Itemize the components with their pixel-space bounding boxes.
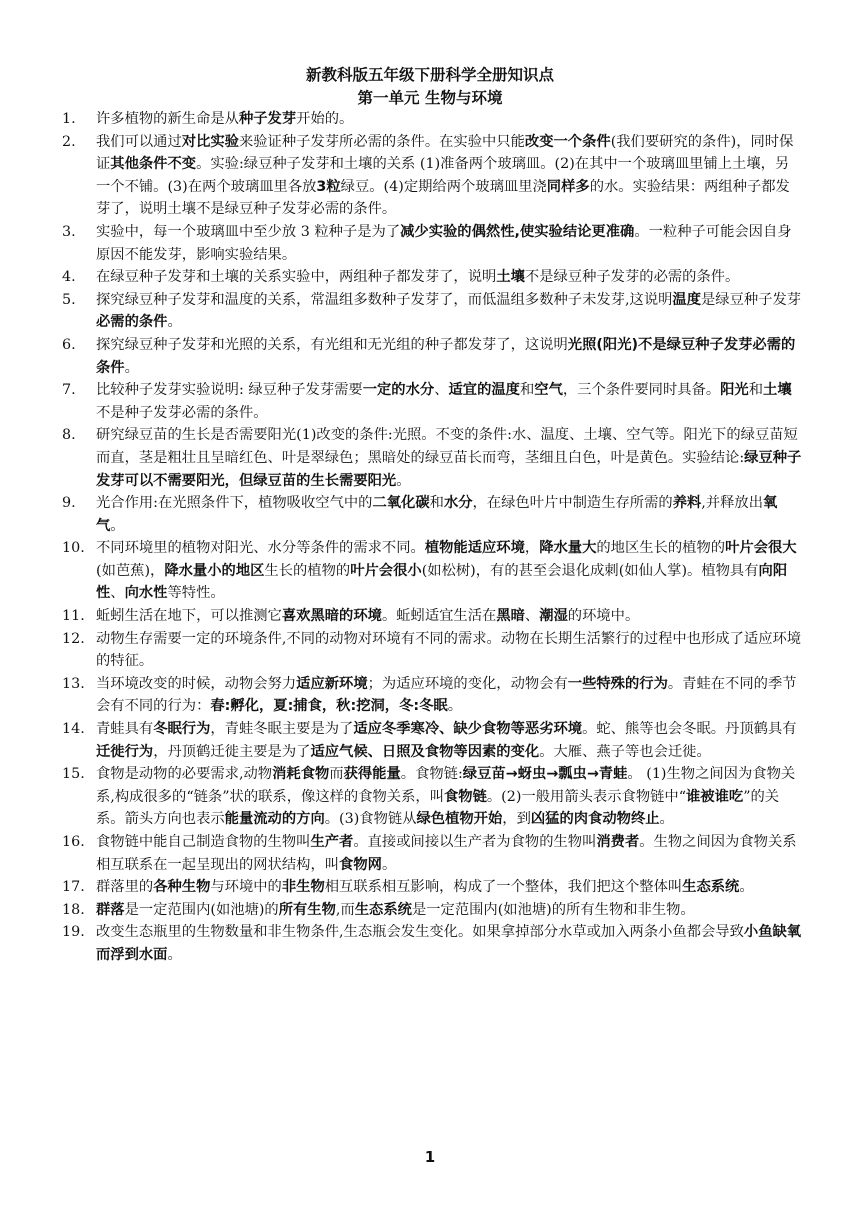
item-text: 探究绿豆种子发芽和光照的关系，有光组和无光组的种子都发芽了，这说明 [96,336,568,353]
emphasis-text: 冬眠行为 [153,721,211,738]
emphasis-text: 喜欢黑暗的环境 [281,608,382,625]
emphasis-text: 潮湿 [539,608,568,625]
item-text: 。 [381,856,397,873]
item-text: (如芭蕉)， [96,562,165,579]
list-item [62,831,802,876]
item-text: 。 [739,879,754,896]
emphasis-text: 同样多 [546,178,590,195]
emphasis-text: 空气 [534,382,563,399]
item-text: 。 (1)生物之间因为食物关系,构成很多的“链条”状的联系，像这样的食物关系，叫 [96,766,796,805]
item-text: 和 [748,382,764,399]
emphasis-text: 降水量大 [539,540,597,557]
emphasis-text: 土壤 [496,269,525,286]
item-text: ，到 [502,811,531,828]
item-number: 1. [62,111,76,127]
item-text: 光合作用:在光照条件下，植物吸收空气中的 [96,495,373,512]
item-text: 群落里的 [96,879,154,896]
item-text: 。蛇、熊等也会冬眠。丹顶鹤具有 [582,721,797,738]
item-text: 是一定范围内(如池塘)的所有生物和非生物。 [411,901,695,918]
emphasis-text: 必需的条件 [96,314,168,331]
item-number: 15. [62,766,85,783]
item-text: 。 [167,946,182,963]
item-number: 4. [62,269,76,286]
item-text: 生长的植物的 [264,562,351,579]
emphasis-text: 凶猛的肉食动物终止 [530,811,660,828]
item-text: 。蚯蚓适宜生活在 [381,608,497,625]
item-number: 17. [62,879,85,896]
item-text: 动物生存需要一定的环境条件,不同的动物对环境有不同的需求。动物在长期生活繁行的过程中也形成了适应环境的特征。 [96,630,802,670]
item-number: 6. [62,336,76,353]
item-text: 和 [519,382,535,399]
item-number: 5. [62,291,76,308]
item-text: 。(3)食物链从 [324,811,417,828]
item-text: 和 [429,495,444,512]
item-text: 当环境改变的时候，动物会努力 [96,675,297,692]
list-item [62,537,802,605]
item-text: 开始的。 [296,111,354,127]
item-number: 7. [62,382,76,399]
emphasis-text: 消费者 [596,834,640,850]
item-text: 而 [329,766,344,783]
item-text: 。生物之间因为食物关系相互联系在一起呈现出的网状结构，叫 [96,834,797,873]
emphasis-text: 3粒 [316,178,341,195]
emphasis-text: 一定的水分 [362,382,435,399]
item-text: 。直接或间接以生产者为食物的生物叫 [353,834,597,850]
list-item [62,266,802,289]
item-number: 3. [62,223,76,240]
emphasis-text: 向水性 [124,585,168,602]
emphasis-text: 养料 [672,495,702,512]
item-text: ,而 [335,901,355,918]
emphasis-text: 绿豆苗→蚜虫→瓢虫→青蛙 [462,766,628,783]
emphasis-text: 土壤 [763,382,792,399]
item-text: 。 [659,811,674,828]
item-text: ，青蛙冬眠主要是为了 [210,721,354,738]
item-number: 8. [62,427,76,444]
item-text: 。大雁、燕子等也会迁徙。 [539,743,711,760]
page-number: 1 [424,1148,436,1166]
item-text: 。一粒种子可能会因自身原因不能发芽，影响实验结果。 [96,223,792,263]
item-text: 在绿豆种子发芽和土壤的关系实验中，两组种子都发芽了，说明 [96,269,497,286]
item-text: ， [524,540,540,557]
item-text: 不是绿豆种子发芽的必需的条件。 [524,269,740,286]
item-text: 、 [524,608,540,625]
emphasis-text: 生态系统 [354,901,412,918]
item-text: 。实验:绿豆种子发芽和土壤的关系 (1)准备两个玻璃皿。(2)在其中一个玻璃皿里铺上土壤，另一个不铺。(3)在两个玻璃皿里各放 [96,156,790,195]
unit-title: 第一单元 生物与环境 [357,89,503,107]
list-item [62,334,802,379]
list-item [62,108,802,131]
emphasis-text: 非生物 [281,879,325,896]
emphasis-text: 消耗食物 [272,766,330,783]
item-number: 12. [62,630,85,647]
item-text: (我们要研究的条件)，同时保证 [96,133,794,173]
item-text: 绿豆。(4)定期给两个玻璃皿里浇 [340,178,547,195]
emphasis-text: 适宜的温度 [448,382,520,399]
item-text: 来验证种子发芽所必需的条件。在实验中只能 [238,133,525,150]
item-text: 不是种子发芽必需的条件。 [96,404,268,421]
list-item [62,899,802,922]
emphasis-text: 食物链 [444,788,487,805]
emphasis-text: 植物能适应环境 [424,540,525,557]
item-text: 研究绿豆苗的生长是否需要阳光(1)改变的条件:光照。不变的条件:水、温度、土壤、空气等。阳光下的绿豆苗短而直，茎是粗壮且呈暗红色、叶是翠绿色；黑暗处的绿豆苗长而弯，茎细且白色，叶是黄色。实验结论: [96,427,798,466]
item-text: 的环境中。 [567,608,640,625]
emphasis-text: 生产者 [310,834,354,850]
list-item [62,221,802,266]
item-text: ，在绿色叶片中制造生存所需的 [472,495,673,512]
item-number: 18. [62,901,85,918]
item-text: 。(2)一般用箭头表示食物链中“ [486,788,687,805]
emphasis-text: 能量流动的方向 [224,811,325,828]
item-text: 。 [110,517,125,534]
item-number: 14. [62,721,85,738]
item-text: 不同环境里的植物对阳光、水分等条件的需求不同。 [96,540,425,557]
item-text: 。 [447,698,462,715]
item-number: 13. [62,675,85,692]
emphasis-text: 适应新环境 [296,675,368,692]
emphasis-text: 春:孵化，夏:捕食，秋:挖洞，冬:冬眠 [210,698,448,715]
emphasis-text: 获得能量 [343,766,401,783]
emphasis-text: 氧气 [96,495,778,534]
document-title: 新教科版五年级下册科学全册知识点 [305,66,554,84]
item-text: 、 [110,585,125,602]
item-text: 的地区生长的植物的 [596,540,726,557]
item-text: 食物链中能自己制造食物的生物叫 [96,834,311,850]
emphasis-text: 叶片会很大 [725,540,797,557]
emphasis-text: 种子发芽 [238,111,297,127]
emphasis-text: 各种生物 [153,879,211,896]
list-item [62,673,802,718]
emphasis-text: 其他条件不变 [110,156,197,173]
emphasis-text: 二氧化碳 [372,495,430,512]
emphasis-text: 群落 [96,901,125,918]
emphasis-text: 叶片会很小 [350,562,422,579]
item-text: 食物是动物的必要需求,动物 [96,766,273,783]
item-text: ；为适应环境的变化，动物会有 [367,675,568,692]
emphasis-text: 水分 [443,495,473,512]
emphasis-text: 阳光 [720,382,749,399]
item-text: 蚯蚓生活在地下，可以推测它 [96,608,282,625]
list-item [62,379,802,424]
list-item [62,605,802,628]
item-text: ”的关系。箭头方向也表示 [96,788,780,828]
emphasis-text: 食物网 [339,856,382,873]
list-item [62,763,802,831]
emphasis-text: 改变一个条件 [524,133,611,150]
emphasis-text: 减少实验的偶然性,使实验结论更准确 [400,223,635,240]
item-number: 10. [62,540,85,557]
emphasis-text: 降水量小的地区 [164,562,265,579]
list-item [62,718,802,763]
emphasis-text: 适应气候、日照及食物等因素的变化 [310,743,540,760]
item-text: ,并释放出 [701,495,764,512]
item-number: 16. [62,834,85,850]
item-text: ，三个条件要同时具备。 [562,382,721,399]
item-text: 是一定范围内(如池塘)的 [124,901,279,918]
list-item [62,492,802,537]
item-text: (如松树)，有的甚至会退化成刺(如仙人掌)。植物具有 [421,562,759,579]
emphasis-text: 迁徙行为 [96,743,154,760]
list-item [62,876,802,899]
list-item [62,289,802,334]
item-text: 实验中，每一个玻璃皿中至少放 3 粒种子是为了 [96,223,401,240]
item-text: 改变生态瓶里的生物数量和非生物条件,生态瓶会发生变化。如果拿掉部分水草或加入两条小鱼都会导致 [96,924,744,941]
emphasis-text: 所有生物 [278,901,336,918]
emphasis-text: 生态系统 [682,879,740,896]
item-text: 青蛙具有 [96,721,154,738]
item-text: 、 [434,382,449,399]
emphasis-text: 温度 [672,291,702,308]
item-text: 。 [124,359,139,376]
item-text: 探究绿豆种子发芽和温度的关系，常温组多数种子发芽了，而低温组多数种子未发芽,这说明 [96,291,673,308]
emphasis-text: 黑暗 [496,608,525,625]
item-text: 相互联系相互影响，构成了一个整体，我们把这个整体叫 [324,879,683,896]
item-text: 。 [396,472,411,489]
list-item [62,921,802,966]
item-text: 比较种子发芽实验说明: 绿豆种子发芽需要 [96,382,363,399]
emphasis-text: 适应冬季寒冷、缺少食物等恶劣环境 [353,721,583,738]
item-text: 与环境中的 [210,879,282,896]
item-text: ，丹顶鹤迁徙主要是为了 [153,743,311,760]
item-text: 是绿豆种子发芽 [701,291,802,308]
emphasis-text: 对比实验 [181,133,239,150]
item-number: 11. [62,608,85,625]
list-item [62,131,802,221]
emphasis-text: 向阳性 [96,562,788,602]
item-text: 。食物链: [400,766,463,783]
item-text: 我们可以通过 [96,133,182,150]
emphasis-text: 绿色植物开始 [416,811,503,828]
item-text: 。青蛙在不同的季节会有不同的行为： [96,675,797,715]
item-text: 。 [167,314,182,331]
emphasis-text: 光照(阳光)不是绿豆种子发芽必需的条件 [96,336,796,376]
item-number: 2. [62,133,76,150]
emphasis-text: 一些特殊的行为 [567,675,668,692]
list-item [62,628,802,673]
knowledge-point-list [62,108,802,967]
item-number: 19. [62,924,85,941]
emphasis-text: 小鱼缺氧而浮到水面 [96,924,802,963]
list-item [62,424,802,492]
emphasis-text: 绿豆种子发芽可以不需要阳光，但绿豆苗的生长需要阳光 [96,449,802,489]
item-text: 的水。实验结果：两组种子都发芽了，说明土壤不是绿豆种子发芽必需的条件。 [96,178,790,218]
emphasis-text: 谁被谁吃 [686,788,744,805]
item-text: 等特性。 [167,585,225,602]
item-text: 许多植物的新生命是从 [96,111,239,127]
item-number: 9. [62,495,76,512]
